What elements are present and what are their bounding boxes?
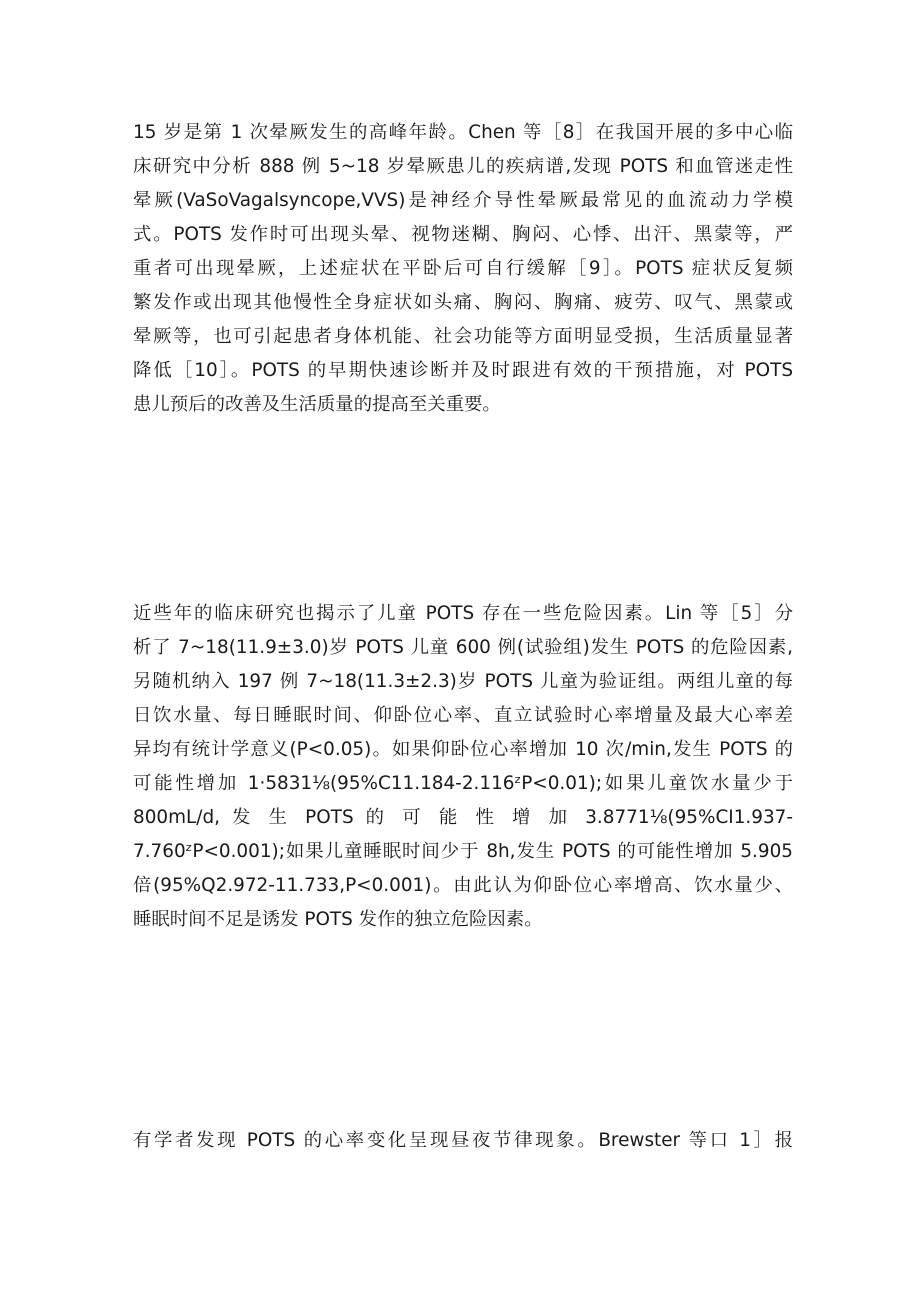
text-line: 析了 7~18(11.9±3.0)岁 POTS 儿童 600 例(试验组)发生 POTS 的危险因素, — [133, 637, 793, 658]
paragraph-circadian-rhythm — [133, 1124, 793, 1158]
text-line: 降低［10］。POTS 的早期快速诊断并及时跟进有效的干预措施，对 POTS — [133, 360, 793, 381]
text-line: 患儿预后的改善及生活质量的提高至关重要。 — [133, 394, 501, 415]
paragraph-risk-factors — [133, 597, 793, 937]
text-line: 床研究中分析 888 例 5~18 岁晕厥患儿的疾病谱,发现 POTS 和血管迷走性 — [133, 156, 793, 177]
text-line: 另随机纳入 197 例 7~18(11.3±2.3)岁 POTS 儿童为验证组。两组儿童的每 — [133, 671, 793, 692]
text-line: 睡眠时间不足是诱发 POTS 发作的独立危险因素。 — [133, 909, 543, 930]
paragraph-syncope-epidemiology — [133, 116, 793, 422]
text-line: 15 岁是第 1 次晕厥发生的高峰年龄。Chen 等［8］在我国开展的多中心临 — [133, 122, 793, 143]
text-line: 800mL/d, 发 生 POTS 的 可 能 性 增 加 3.8771⅛(95%CI1.937- — [133, 807, 793, 828]
text-line: 重者可出现晕厥，上述症状在平卧后可自行缓解［9］。POTS 症状反复频 — [133, 258, 793, 279]
text-line: 日饮水量、每日睡眠时间、仰卧位心率、直立试验时心率增量及最大心率差 — [133, 705, 793, 726]
text-line: 晕厥等，也可引起患者身体机能、社会功能等方面明显受损，生活质量显著 — [133, 326, 793, 347]
text-line: 近些年的临床研究也揭示了儿童 POTS 存在一些危险因素。Lin 等［5］分 — [133, 603, 793, 624]
text-line: 7.760ᶻP<0.001);如果儿童睡眠时间少于 8h,发生 POTS 的可能性增加 5.905 — [133, 841, 793, 862]
text-line: 有学者发现 POTS 的心率变化呈现昼夜节律现象。Brewster 等口 1］报 — [133, 1130, 793, 1151]
text-line: 晕厥(VaSoVagalsyncope,VVS)是神经介导性晕厥最常见的血流动力学模 — [133, 190, 793, 211]
text-line: 可能性增加 1·5831⅛(95%C11.184-2.116ᶻP<0.01);如果儿童饮水量少于 — [133, 773, 793, 794]
text-line: 倍(95%Q2.972-11.733,P<0.001)。由此认为仰卧位心率增高、饮水量少、 — [133, 875, 793, 896]
text-line: 异均有统计学意义(P<0.05)。如果仰卧位心率增加 10 次/min,发生 POTS 的 — [133, 739, 793, 760]
text-line: 式。POTS 发作时可出现头晕、视物迷糊、胸闷、心悸、出汗、黑蒙等，严 — [133, 224, 793, 245]
text-line: 繁发作或出现其他慢性全身症状如头痛、胸闷、胸痛、疲劳、叹气、黑蒙或 — [133, 292, 793, 313]
